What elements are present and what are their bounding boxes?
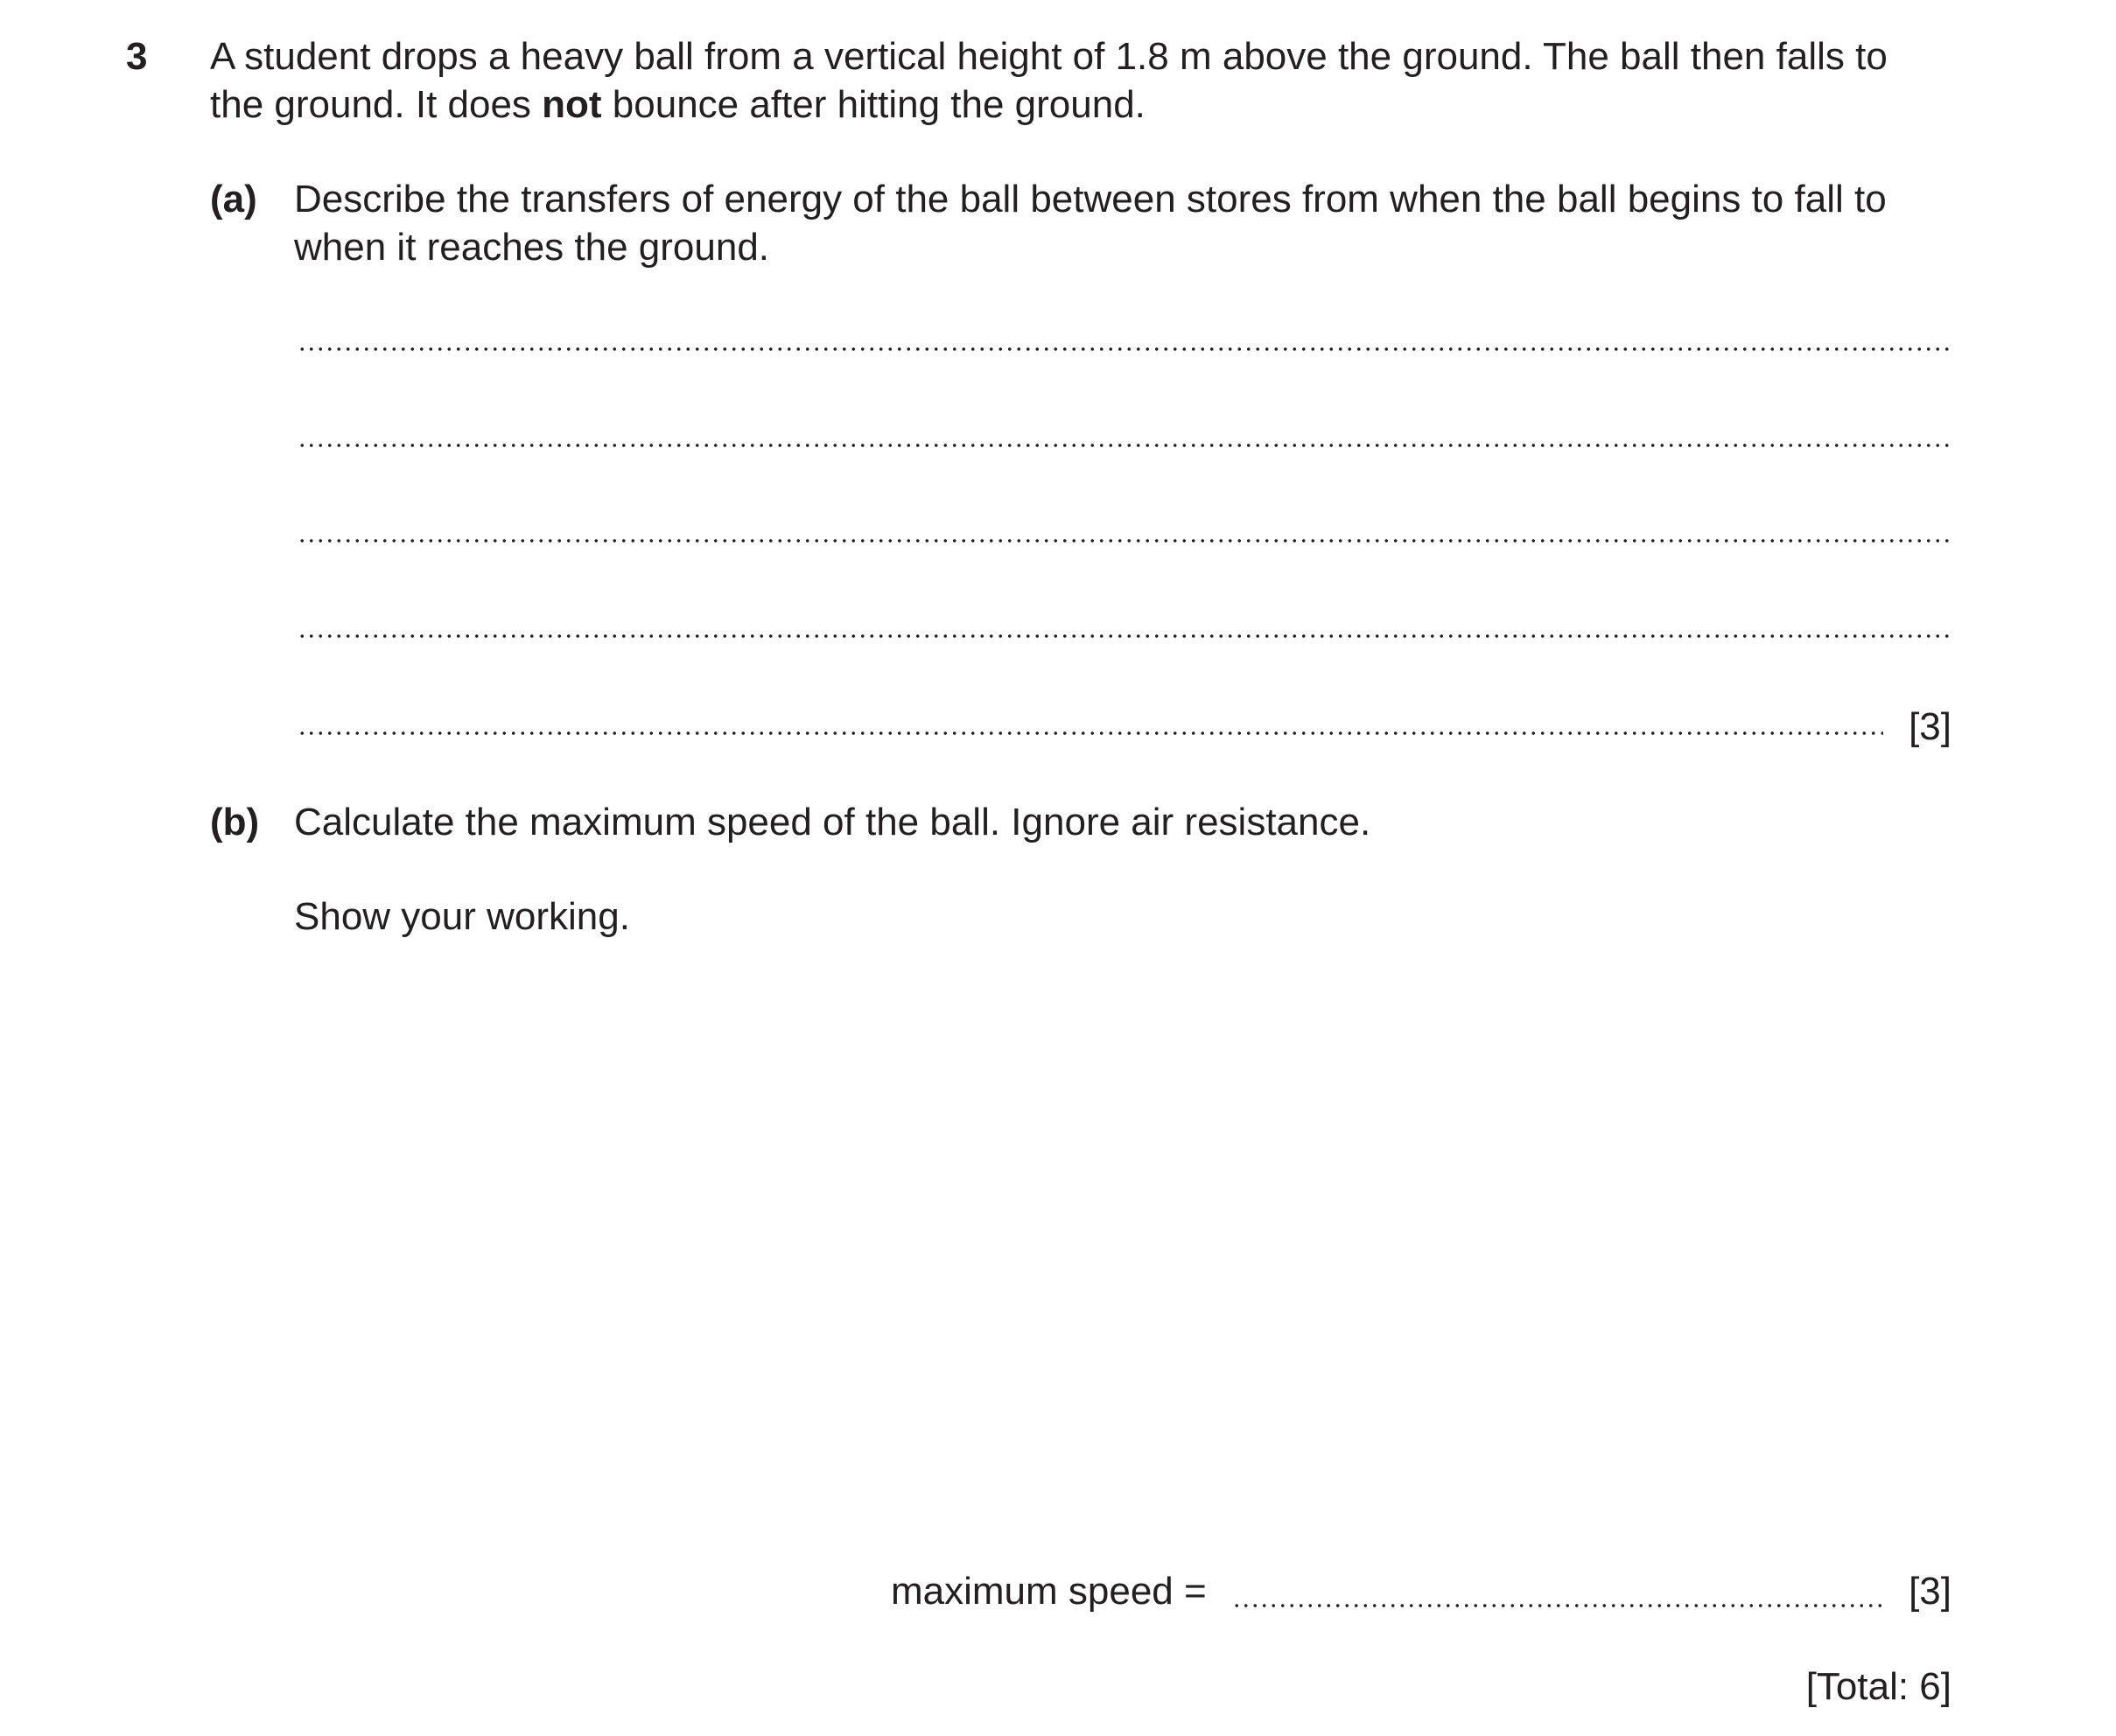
answer-line-1[interactable]: [298, 347, 1951, 351]
total-marks: [Total: 6]: [1805, 1665, 1951, 1708]
stem-line-2: [210, 80, 1960, 129]
answer-line-4[interactable]: [298, 634, 1951, 638]
part-a-prompt: [294, 175, 1887, 271]
part-a-label: (a): [210, 178, 257, 220]
part-a-prompt-line-2: when it reaches the ground.: [294, 226, 770, 269]
stem-line-1: A student drops a heavy ball from a vertical height of 1.8 m above the ground. The ball then falls to: [210, 35, 1888, 78]
part-b-marks: [3]: [1909, 1570, 1951, 1613]
stem-emphasis: not: [542, 83, 602, 126]
answer-line-5[interactable]: [298, 732, 1883, 735]
part-a-marks: [3]: [1909, 705, 1951, 748]
answer-line-2[interactable]: [298, 444, 1951, 447]
maximum-speed-answer-line[interactable]: [1232, 1604, 1883, 1607]
stem-line-2-end: bounce after hitting the ground.: [601, 83, 1146, 126]
part-b-prompt: Calculate the maximum speed of the ball. Ignore air resistance.: [294, 801, 1371, 844]
question-number: 3: [126, 35, 148, 78]
question-stem: [210, 32, 1960, 129]
maximum-speed-label: maximum speed =: [891, 1570, 1207, 1613]
stem-line-2-start: the ground. It does: [210, 83, 543, 126]
answer-line-3[interactable]: [298, 539, 1951, 542]
part-b-instruction: Show your working.: [294, 895, 630, 938]
part-a-prompt-line-1: Describe the transfers of energy of the ball between stores from when the ball begins to fall to: [294, 178, 1887, 220]
part-b-label: (b): [210, 801, 260, 844]
